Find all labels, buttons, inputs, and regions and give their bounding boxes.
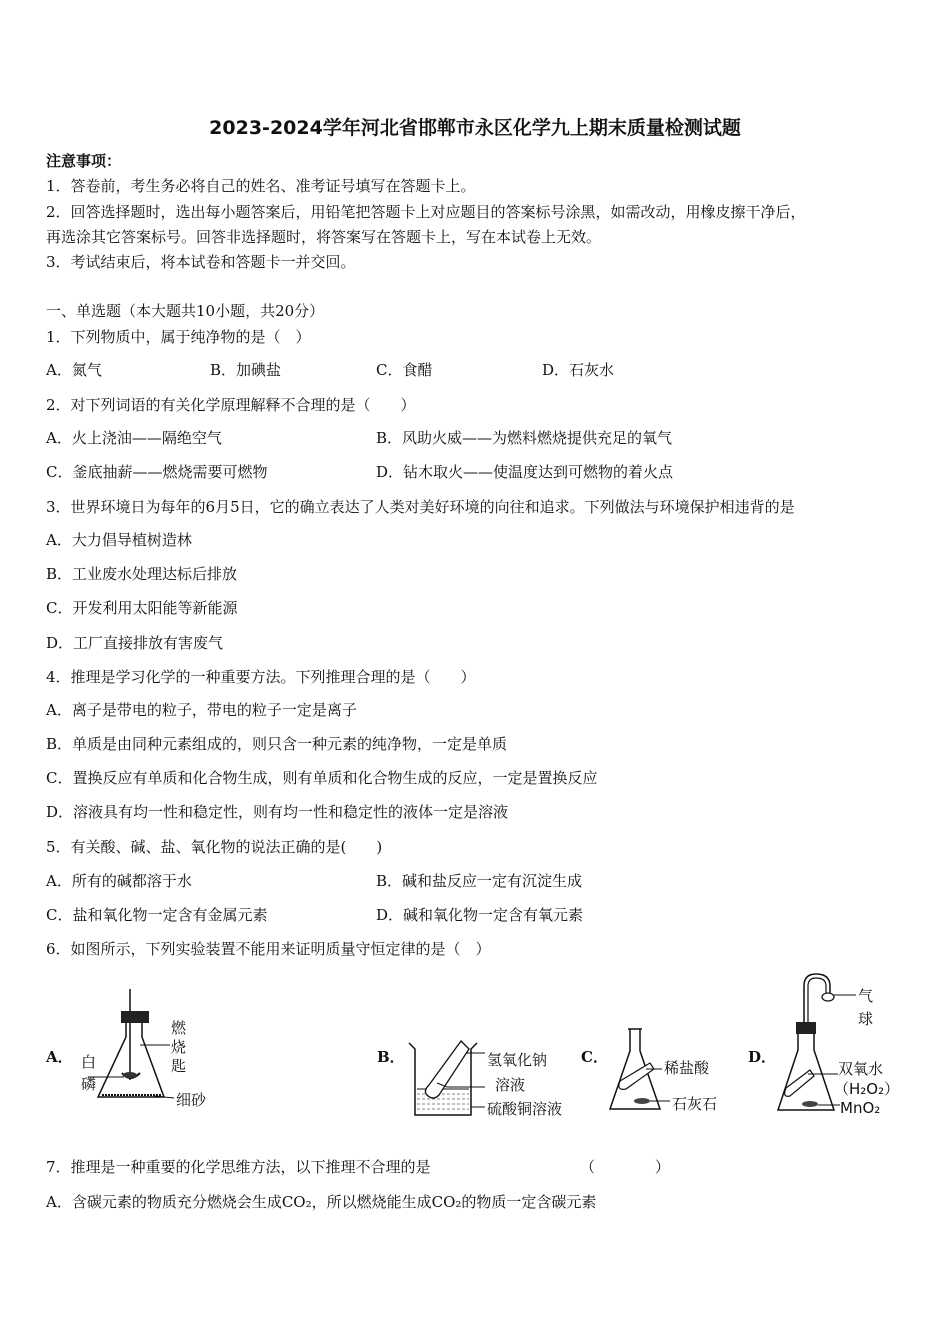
option-a: A．含碳元素的物质充分燃烧会生成CO₂，所以燃烧能生成CO₂的物质一定含碳元素 (46, 1193, 597, 1211)
option-d: D．钻木取火——使温度达到可燃物的着火点 (376, 463, 674, 481)
label-bai: 白 (81, 1053, 97, 1071)
option-c: C．食醋 (376, 361, 433, 379)
option-c: C． (581, 1048, 608, 1066)
option-b: B．加碘盐 (210, 361, 282, 379)
option-a: A．大力倡导植树造林 (46, 531, 192, 549)
figure-c-flask-open (606, 1025, 736, 1120)
figure-b-beaker (403, 1035, 583, 1125)
question-stem: 2．对下列词语的有关化学原理解释不合理的是（ ） (46, 396, 416, 414)
label-sand: 细砂 (176, 1091, 207, 1109)
option-b: B．碱和盐反应一定有沉淀生成 (376, 872, 583, 890)
option-d: D．碱和氧化物一定含有氧元素 (376, 906, 584, 924)
option-a: A．火上浇油——隔绝空气 (46, 429, 222, 447)
note-item: 再选涂其它答案标号。回答非选择题时，将答案写在答题卡上，写在本试卷上无效。 (46, 228, 602, 246)
label-qi: 气 (858, 987, 874, 1005)
label-h2o2: 双氧水 (838, 1060, 884, 1078)
section-heading: 一、单选题（本大题共10小题，共20分） (46, 302, 325, 320)
option-b: B．风助火威——为燃料燃烧提供充足的氧气 (376, 429, 673, 447)
option-d: D．石灰水 (542, 361, 615, 379)
label-qiu: 球 (858, 1010, 874, 1028)
note-item: 1．答卷前，考生务必将自己的姓名、准考证号填写在答题卡上。 (46, 177, 476, 195)
question-stem: 4．推理是学习化学的一种重要方法。下列推理合理的是（ ） (46, 668, 476, 686)
label-lin: 磷 (81, 1075, 97, 1093)
option-a: A． (46, 1048, 73, 1066)
label-limestone: 石灰石 (672, 1095, 718, 1113)
label-mno2: MnO₂ (840, 1099, 881, 1117)
option-d: D． (748, 1048, 777, 1066)
question-stem: 7．推理是一种重要的化学思维方法，以下推理不合理的是 (46, 1158, 431, 1176)
option-c: C．盐和氧化物一定含有金属元素 (46, 906, 268, 924)
label-shao: 烧 (171, 1038, 187, 1056)
notes-heading: 注意事项： (46, 152, 122, 170)
label-hcl: 稀盐酸 (664, 1059, 710, 1077)
question-stem: 5．有关酸、碱、盐、氧化物的说法正确的是( ) (46, 838, 383, 856)
option-a: A．氮气 (46, 361, 102, 379)
label-cuso4: 硫酸铜溶液 (487, 1100, 563, 1118)
option-d: D．工厂直接排放有害废气 (46, 634, 224, 652)
option-b: B．工业废水处理达标后排放 (46, 565, 238, 583)
option-c: C．釜底抽薪——燃烧需要可燃物 (46, 463, 268, 481)
note-item: 3．考试结束后，将本试卷和答题卡一并交回。 (46, 253, 356, 271)
option-a: A．所有的碱都溶于水 (46, 872, 192, 890)
label-naoh: 氢氧化钠 (487, 1051, 548, 1069)
question-stem: 3．世界环境日为每年的6月5日，它的确立表达了人类对美好环境的向往和追求。下列做法与环境保护相违背的是 (46, 498, 795, 516)
option-b: B． (377, 1048, 405, 1066)
label-solution: 溶液 (495, 1076, 526, 1094)
figure-a-flask-white-phosphorus (74, 985, 224, 1115)
figure-d-flask-balloon (772, 970, 922, 1120)
answer-paren: （ ） (580, 1158, 671, 1176)
option-c: C．置换反应有单质和化合物生成，则有单质和化合物生成的反应，一定是置换反应 (46, 769, 598, 787)
label-chi: 匙 (171, 1057, 187, 1075)
page-title: 2023-2024学年河北省邯郸市永区化学九上期末质量检测试题 (209, 117, 741, 139)
option-d: D．溶液具有均一性和稳定性，则有均一性和稳定性的液体一定是溶液 (46, 803, 509, 821)
label-ran: 燃 (171, 1019, 187, 1037)
option-a: A．离子是带电的粒子，带电的粒子一定是离子 (46, 701, 357, 719)
question-stem: 6．如图所示，下列实验装置不能用来证明质量守恒定律的是（ ） (46, 940, 491, 958)
label-h2o2-formula: （H₂O₂） (834, 1080, 900, 1098)
option-c: C．开发利用太阳能等新能源 (46, 599, 238, 617)
note-item: 2．回答选择题时，选出每小题答案后，用铅笔把答题卡上对应题目的答案标号涂黑，如需改动，用橡皮擦干净后， (46, 203, 806, 221)
option-b: B．单质是由同种元素组成的，则只含一种元素的纯净物，一定是单质 (46, 735, 508, 753)
question-stem: 1．下列物质中，属于纯净物的是（ ） (46, 328, 311, 346)
